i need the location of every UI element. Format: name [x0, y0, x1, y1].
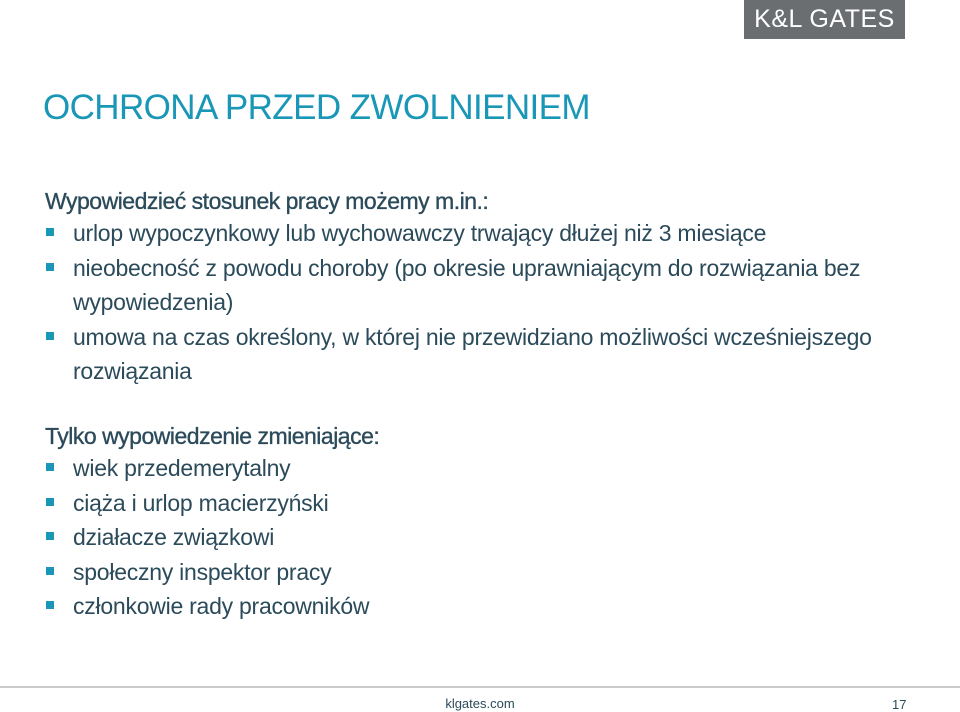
list-item [45, 589, 379, 624]
slide-title: OCHRONA PRZED ZWOLNIENIEM [43, 88, 590, 127]
list-item-text: urlop wypoczynkowy lub wychowawczy trwający dłużej niż 3 miesiące [73, 220, 767, 246]
section-heading: Wypowiedzieć stosunek pracy możemy m.in.: [45, 188, 489, 214]
square-bullet-icon [46, 463, 54, 471]
list-item [45, 251, 893, 320]
square-bullet-icon [46, 498, 54, 506]
square-bullet-icon [46, 532, 54, 540]
list-item [45, 216, 893, 251]
list-item [45, 486, 379, 521]
list-item-text: ciąża i urlop macierzyński [73, 489, 329, 516]
square-bullet-icon [46, 332, 54, 340]
list-item [45, 555, 379, 590]
square-bullet-icon [46, 263, 54, 271]
footer-url: klgates.com [445, 696, 515, 711]
list-item-text: wiek przedemerytalny [73, 455, 291, 481]
section-heading: Tylko wypowiedzenie zmieniające: [45, 423, 380, 449]
list-item-text: nieobecność z powodu choroby (po okresie uprawniającym do rozwiązania bez wypowiedzenia) [73, 254, 861, 315]
list-item-text: członkowie rady pracowników [73, 593, 370, 619]
page-number: 17 [892, 697, 907, 712]
klgates-logo: K&L GATES [744, 0, 905, 39]
bullet-list [45, 451, 379, 624]
list-item [45, 451, 379, 486]
square-bullet-icon [46, 567, 54, 575]
section-termination-allowed [45, 186, 893, 389]
footer-divider [0, 686, 960, 688]
section-change-notice-only [45, 421, 379, 624]
list-item-text: umowa na czas określony, w której nie przewidziano możliwości wcześniejszego rozwiązania [73, 323, 872, 384]
square-bullet-icon [46, 228, 54, 236]
bullet-list [45, 216, 893, 389]
list-item [45, 320, 893, 389]
list-item-text: społeczny inspektor pracy [73, 558, 332, 585]
list-item [45, 520, 379, 555]
square-bullet-icon [46, 601, 54, 609]
list-item-text: działacze związkowi [73, 524, 275, 550]
